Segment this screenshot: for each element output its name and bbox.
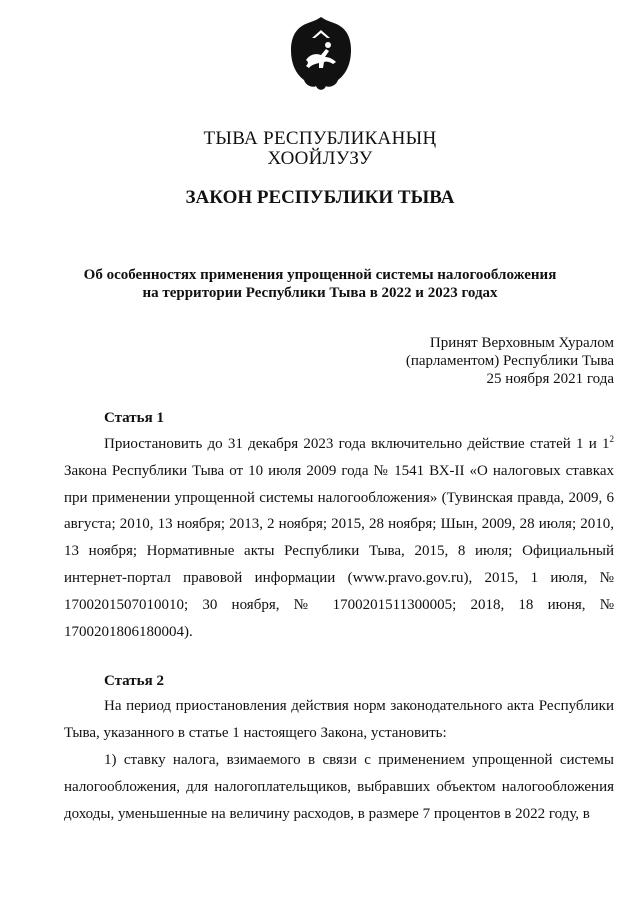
adopted-line-2: (парламентом) Республики Тыва	[405, 353, 614, 369]
article-1-text-start: Приостановить до 31 декабря 2023 года включительно действие статей 1 и 1	[104, 436, 610, 452]
adopted-line-3: 25 ноября 2021 года	[486, 371, 614, 387]
header-line-2: ХООЙЛУЗУ	[267, 148, 373, 169]
subject-line-2: на территории Республики Тыва в 2022 и 2023 годах	[142, 285, 498, 301]
article-1-text-rest: Закона Республики Тыва от 10 июля 2009 года № 1541 ВХ-II «О налоговых ставках при применении упрощенной системы налогообложения» (Тувинская правда, 2009, 6 августа; 2010, 13 ноября; 2013, 2 ноября; 2015, 28 ноября; Шын, 2009, 28 июля; 2010, 13 ноября; Нормативные акты Республики Тыва, 2015, 8 июля; Официальный интернет-портал правовой информации (www.pravo.gov.ru), 2015, 1 июля, № 1700201507010010; 30 ноября, № 1700201511300005; 2018, 18 июня, № 1700201806180004).	[64, 462, 614, 640]
header-line-1: ТЫВА РЕСПУБЛИКАНЫҢ	[203, 128, 437, 149]
article-1-heading: Статья 1	[104, 410, 164, 426]
article-1-superscript: 2	[609, 434, 614, 444]
article-2-paragraph-2: 1) ставку налога, взимаемого в связи с применением упрощенной системы налогообложения, для налогоплательщиков, выбравших объектом налогообложения доходы, уменьшенные на величину расходов, в размере 7 процентов в 2022 году, в	[64, 752, 614, 822]
law-title: ЗАКОН РЕСПУБЛИКИ ТЫВА	[185, 187, 455, 208]
article-2-paragraph-1: На период приостановления действия норм законодательного акта Республики Тыва, указанного в статье 1 настоящего Закона, установить:	[64, 698, 614, 741]
subject-line-1: Об особенностях применения упрощенной системы налогообложения	[83, 267, 557, 283]
article-2-heading: Статья 2	[104, 673, 164, 689]
article-1-text	[64, 431, 614, 645]
tuva-coat-of-arms-icon	[288, 16, 354, 94]
adopted-line-1: Принят Верховным Хуралом	[429, 335, 614, 351]
